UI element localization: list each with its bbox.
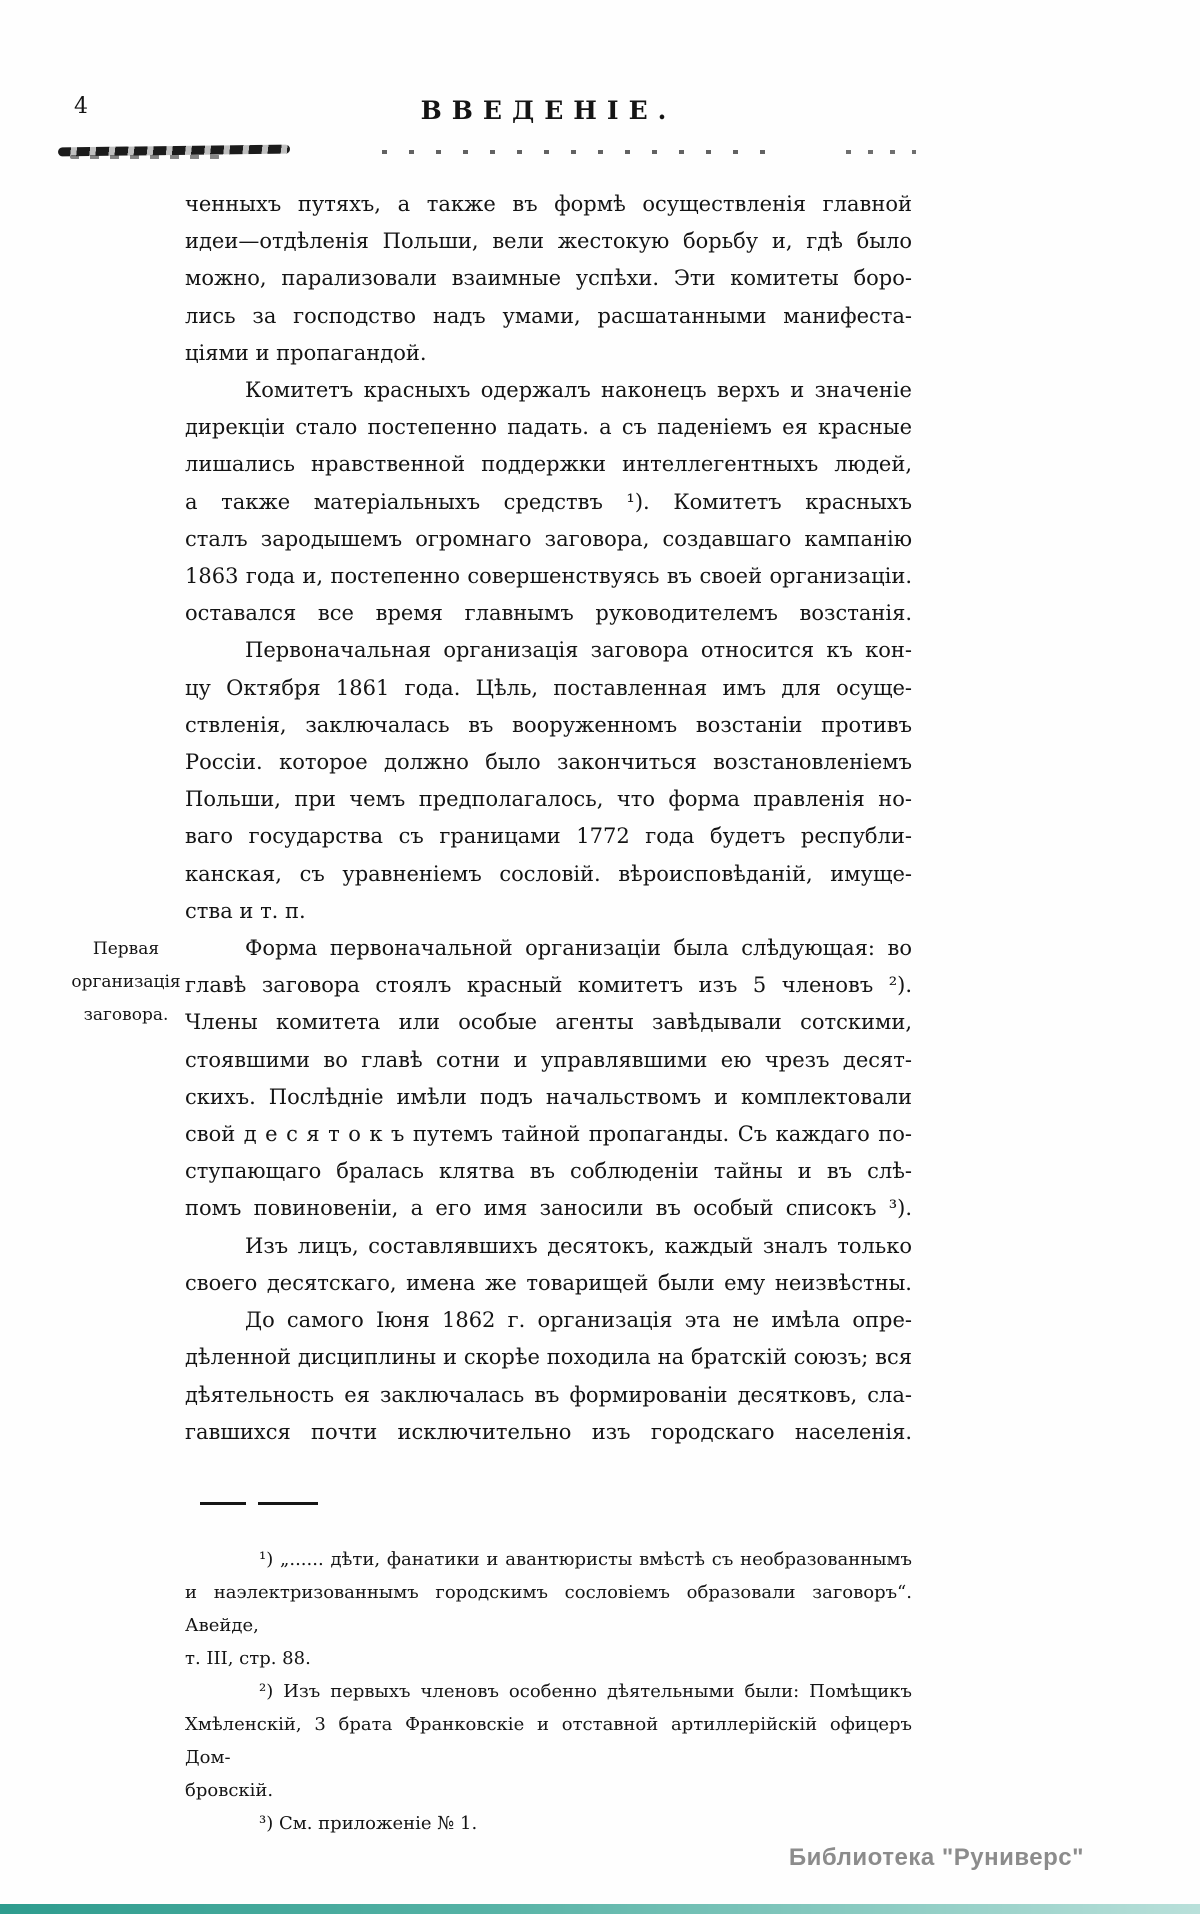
text-line: Польши, при чемъ предполагалось, что форма правленія но- xyxy=(185,787,912,812)
scan-dots-artifact xyxy=(382,150,768,154)
page-number: 4 xyxy=(74,94,88,119)
footnote-separator xyxy=(200,1502,318,1505)
text-line: стоявшими во главѣ сотни и управлявшими ею чрезъ десят- xyxy=(185,1047,912,1072)
library-watermark: Библиотека "Руниверс" xyxy=(788,1844,1084,1871)
text-line: лись за господство надъ умами, расшатанными манифеста- xyxy=(185,303,912,328)
scan-dots-artifact xyxy=(846,150,916,154)
text-line: цу Октября 1861 года. Цѣль, поставленная имъ для осуще- xyxy=(185,675,912,700)
text-line: ства и т. п. xyxy=(185,898,306,923)
footnote-line: ²) Изъ первыхъ членовъ особенно дѣятельными были: Помѣщикъ xyxy=(259,1681,912,1702)
text-line: Комитетъ красныхъ одержалъ наконецъ верхъ и значеніе xyxy=(245,378,912,403)
text-line: ваго государства съ границами 1772 года будетъ республи- xyxy=(185,824,912,849)
scan-smudge-artifact xyxy=(70,155,220,159)
margin-note xyxy=(70,933,182,1032)
text-line: ствленія, заключалась въ вооруженномъ возстаніи противъ xyxy=(185,712,912,737)
text-line: Форма первоначальной организаціи была слѣдующая: во xyxy=(245,936,912,961)
text-line: ченныхъ путяхъ, а также въ формѣ осуществленія главной xyxy=(185,192,912,216)
text-line: Изъ лицъ, составлявшихъ десятокъ, каждый зналъ только xyxy=(245,1233,912,1258)
scan-smudge-artifact xyxy=(58,145,290,157)
text-line: своего десятскаго, имена же товарищей были ему неизвѣстны. xyxy=(185,1270,912,1295)
footnotes xyxy=(185,1543,912,1840)
text-line: До самого Іюня 1862 г. организація эта не имѣла опре- xyxy=(245,1308,912,1333)
footnote-line: т. III, стр. 88. xyxy=(185,1648,311,1669)
body-text xyxy=(185,186,912,1451)
bottom-teal-bar xyxy=(0,1904,1200,1914)
text-line: Россіи. которое должно было закончиться возстановленіемъ xyxy=(185,750,912,775)
text-line: помъ повиновеніи, а его имя заносили въ особый списокъ ³). xyxy=(185,1196,912,1221)
text-line: канская, съ уравненіемъ сословій. вѣроисповѣданій, имуще- xyxy=(185,861,912,886)
text-line: ціями и пропагандой. xyxy=(185,340,427,365)
text-line: скихъ. Послѣдніе имѣли подъ начальствомъ и комплектовали xyxy=(185,1084,912,1109)
footnote-line: ³) См. приложеніе № 1. xyxy=(259,1813,478,1834)
text-line: сталъ зародышемъ огромнаго заговора, создавшаго кампанію xyxy=(185,526,912,551)
text-line: дѣятельность ея заключалась въ формированіи десятковъ, сла- xyxy=(185,1382,912,1407)
text-line: идеи—отдѣленія Польши, вели жестокую борьбу и, гдѣ было xyxy=(185,229,912,254)
text-line: Первоначальная организація заговора относится къ кон- xyxy=(245,638,912,663)
page-header-title: ВВЕДЕНІЕ. xyxy=(420,96,677,125)
text-line: дирекціи стало постепенно падать. а съ паденіемъ ея красные xyxy=(185,415,912,440)
footnote-line: и наэлектризованнымъ городскимъ сословіемъ образовали заговоръ“. Авейде, xyxy=(185,1582,912,1636)
footnote-line: ¹) „...... дѣти, фанатики и авантюристы вмѣстѣ съ необразованнымъ xyxy=(259,1549,912,1570)
margin-note-line: Первая xyxy=(92,939,160,959)
text-line: Члены комитета или особые агенты завѣдывали сотскими, xyxy=(185,1010,912,1035)
text-line: можно, парализовали взаимные успѣхи. Эти комитеты боро- xyxy=(185,266,912,291)
footnote-line: Хмѣленскій, 3 брата Франковскіе и отставной артиллерійскій офицеръ Дом- xyxy=(185,1714,912,1768)
text-line: гавшихся почти исключительно изъ городскаго населенія. xyxy=(185,1419,912,1444)
text-line: а также матеріальныхъ средствъ ¹). Комитетъ красныхъ xyxy=(185,489,912,514)
text-line: оставался все время главнымъ руководителемъ возстанія. xyxy=(185,601,912,626)
text-line: ступающаго бралась клятва въ соблюденіи тайны и въ слѣ- xyxy=(185,1159,912,1184)
text-line: свой д е с я т о к ъ путемъ тайной пропаганды. Съ каждаго по- xyxy=(185,1122,912,1147)
text-line: дѣленной дисциплины и скорѣе походила на братскій союзъ; вся xyxy=(185,1345,912,1370)
text-line: главѣ заговора стоялъ красный комитетъ изъ 5 членовъ ²). xyxy=(185,973,912,998)
footnote-line: бровскій. xyxy=(185,1780,274,1801)
margin-note-line: организація xyxy=(71,972,181,992)
margin-note-line: заговора. xyxy=(83,1005,169,1025)
text-line: лишались нравственной поддержки интеллегентныхъ людей, xyxy=(185,452,912,477)
text-line: 1863 года и, постепенно совершенствуясь въ своей организаціи. xyxy=(185,564,912,589)
